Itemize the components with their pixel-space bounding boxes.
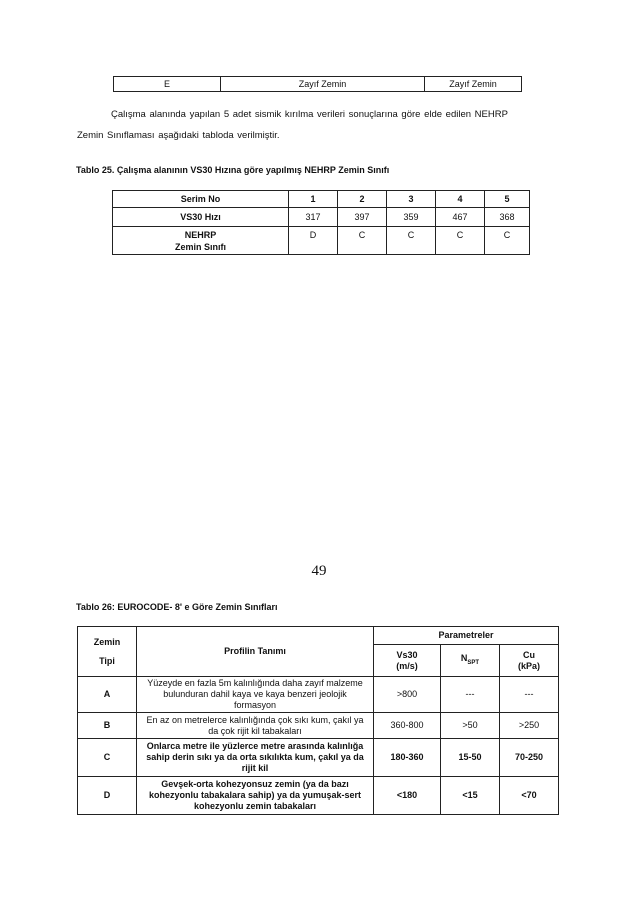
table-cell: C (436, 227, 485, 255)
row-label: VS30 Hızı (113, 208, 289, 227)
zemin-sinifi-label: Zemin Sınıfı (174, 241, 226, 252)
table-cell: C (387, 227, 436, 255)
row-nspt: --- (441, 677, 500, 713)
table-row (114, 77, 522, 92)
table-cell: C (485, 227, 530, 255)
cu-label: Cu (523, 649, 535, 660)
row-cu: --- (500, 677, 559, 713)
zemin-label: Zemin (93, 636, 121, 647)
paragraph-line-1: Çalışma alanında yapılan 5 adet sismik kırılma verileri sonuçlarına göre elde edilen NEHRP (111, 109, 508, 120)
table-cell: 467 (436, 208, 485, 227)
parametreler-header: Parametreler (374, 627, 559, 645)
row-cu: 70-250 (500, 739, 559, 777)
table-cell: E (114, 77, 221, 92)
row-desc: Onlarca metre ile yüzlerce metre arasında kalınlığa sahip derin sıkı ya da orta sıkılıkta kum, çakıl ya da rijit kil (137, 739, 374, 777)
row-cu: <70 (500, 777, 559, 815)
row-nspt: <15 (441, 777, 500, 815)
header-cell: Serim No (113, 191, 289, 208)
vs30-label: Vs30 (396, 649, 418, 660)
table-row (113, 227, 530, 255)
table-cell: D (289, 227, 338, 255)
row-nspt: 15-50 (441, 739, 500, 777)
paragraph-line-2: Zemin Sınıflaması aşağıdaki tabloda verilmiştir. (77, 130, 280, 141)
table-cell: 397 (338, 208, 387, 227)
table-cell: 368 (485, 208, 530, 227)
cu-unit: (kPa) (517, 660, 540, 671)
vs30-header (374, 645, 441, 677)
table-cell: 317 (289, 208, 338, 227)
table-row (78, 677, 559, 713)
vs30-unit: (m/s) (396, 660, 418, 671)
cu-header (500, 645, 559, 677)
table-row (78, 739, 559, 777)
row-type: B (78, 713, 137, 739)
row-desc: Gevşek-orta kohezyonsuz zemin (ya da bazı kohezyonlu tabakalara sahip) ya da yumuşak-sert kohezyonlu zemin tabakaları (137, 777, 374, 815)
table-cell: 359 (387, 208, 436, 227)
tipi-label: Tipi (99, 655, 115, 666)
table-26 (77, 626, 559, 815)
table-cell: Zayıf Zemin (221, 77, 425, 92)
row-vs30: 180-360 (374, 739, 441, 777)
row-nspt: >50 (441, 713, 500, 739)
row-vs30: 360-800 (374, 713, 441, 739)
table-row (113, 208, 530, 227)
row-label (113, 227, 289, 255)
table-row (78, 627, 559, 645)
nspt-subscript: SPT (467, 659, 480, 666)
header-cell: 5 (485, 191, 530, 208)
nspt-header (441, 645, 500, 677)
nspt-label: N (460, 652, 468, 663)
zemin-tipi-header (78, 627, 137, 677)
table-25-caption: Tablo 25. Çalışma alanının VS30 Hızına göre yapılmış NEHRP Zemin Sınıfı (76, 165, 390, 175)
row-type: D (78, 777, 137, 815)
table-row (113, 191, 530, 208)
table-row (78, 777, 559, 815)
table-cell: C (338, 227, 387, 255)
row-type: C (78, 739, 137, 777)
nehrp-label: NEHRP (184, 229, 217, 240)
header-cell: 2 (338, 191, 387, 208)
table-row (78, 713, 559, 739)
header-cell: 3 (387, 191, 436, 208)
row-type: A (78, 677, 137, 713)
table-cell: Zayıf Zemin (425, 77, 522, 92)
header-cell: 1 (289, 191, 338, 208)
row-vs30: <180 (374, 777, 441, 815)
row-desc: Yüzeyde en fazla 5m kalınlığında daha zayıf malzeme bulunduran dahil kaya ve kaya benzeri jeolojik formasyon (137, 677, 374, 713)
header-cell: 4 (436, 191, 485, 208)
row-vs30: >800 (374, 677, 441, 713)
row-cu: >250 (500, 713, 559, 739)
page-number: 49 (311, 563, 327, 579)
profil-header: Profilin Tanımı (137, 627, 374, 677)
table-26-caption: Tablo 26: EUROCODE- 8' e Göre Zemin Sınıfları (76, 602, 278, 612)
row-desc: En az on metrelerce kalınlığında çok sıkı kum, çakıl ya da çok rijit kil tabakaları (137, 713, 374, 739)
table-25 (112, 190, 530, 255)
top-table (113, 76, 522, 92)
